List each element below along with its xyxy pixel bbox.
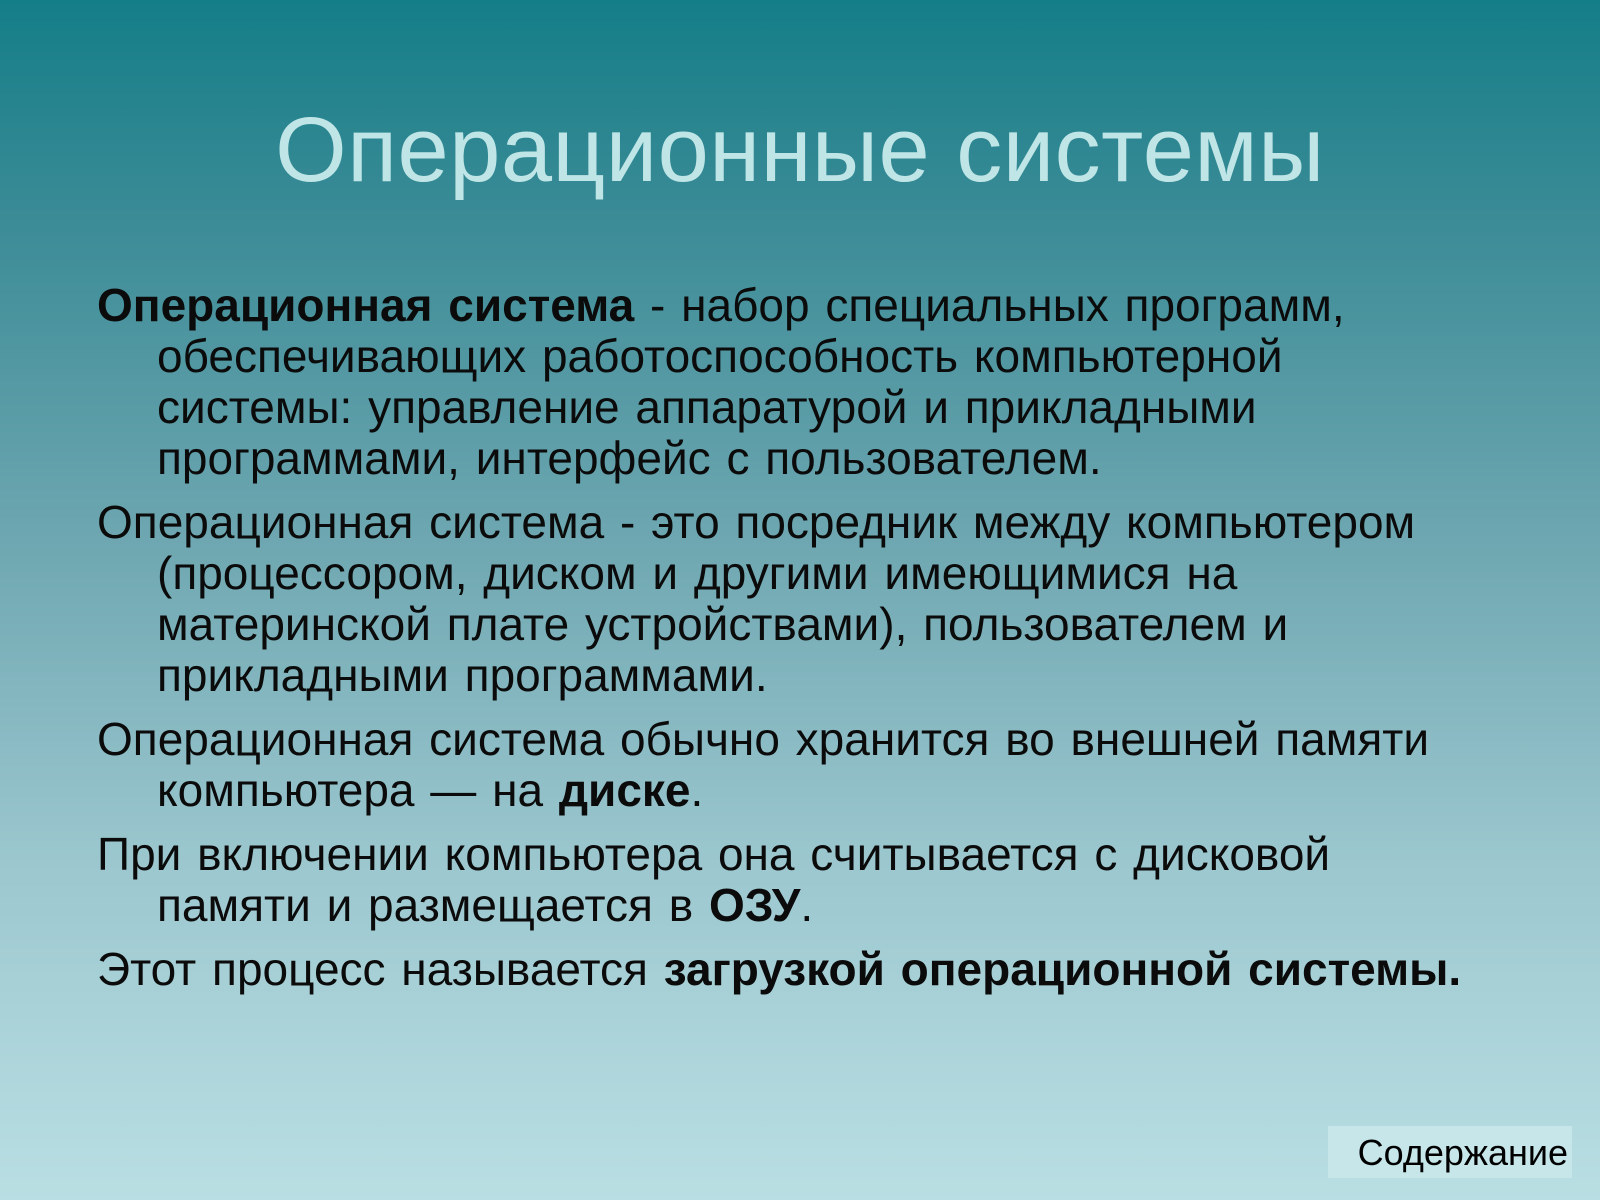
paragraph-definition bbox=[97, 280, 1477, 484]
paragraph-storage bbox=[97, 714, 1477, 816]
loading-text: При включении компьютера она считывается с дисковой памяти и размещается в bbox=[97, 828, 1331, 931]
slide-body bbox=[97, 280, 1477, 1008]
definition-text: - набор специальных программ, обеспечивающих работоспособность компьютерной системы: управление аппаратурой и прикладными программами, интерфейс с пользователем. bbox=[157, 279, 1345, 484]
storage-end: . bbox=[690, 764, 704, 816]
term-bold: Операционная система bbox=[97, 279, 635, 331]
storage-text: Операционная система обычно хранится во внешней памяти компьютера — на bbox=[97, 713, 1430, 816]
paragraph-intermediary bbox=[97, 497, 1477, 701]
paragraph-boot bbox=[97, 944, 1477, 995]
boot-bold: загрузкой операционной системы. bbox=[663, 943, 1462, 995]
slide-title: Операционные системы bbox=[275, 99, 1325, 201]
paragraph-loading bbox=[97, 829, 1477, 931]
loading-end: . bbox=[800, 879, 814, 931]
disk-bold: диске bbox=[558, 764, 691, 816]
intermediary-text: Операционная система - это посредник между компьютером (процессором, диском и другими имеющимися на материнской плате устройствами), пользователем и прикладными программами. bbox=[97, 496, 1416, 701]
contents-link[interactable]: Содержание bbox=[1328, 1126, 1572, 1178]
boot-text: Этот процесс называется bbox=[97, 943, 664, 995]
ram-bold: ОЗУ bbox=[708, 879, 801, 931]
